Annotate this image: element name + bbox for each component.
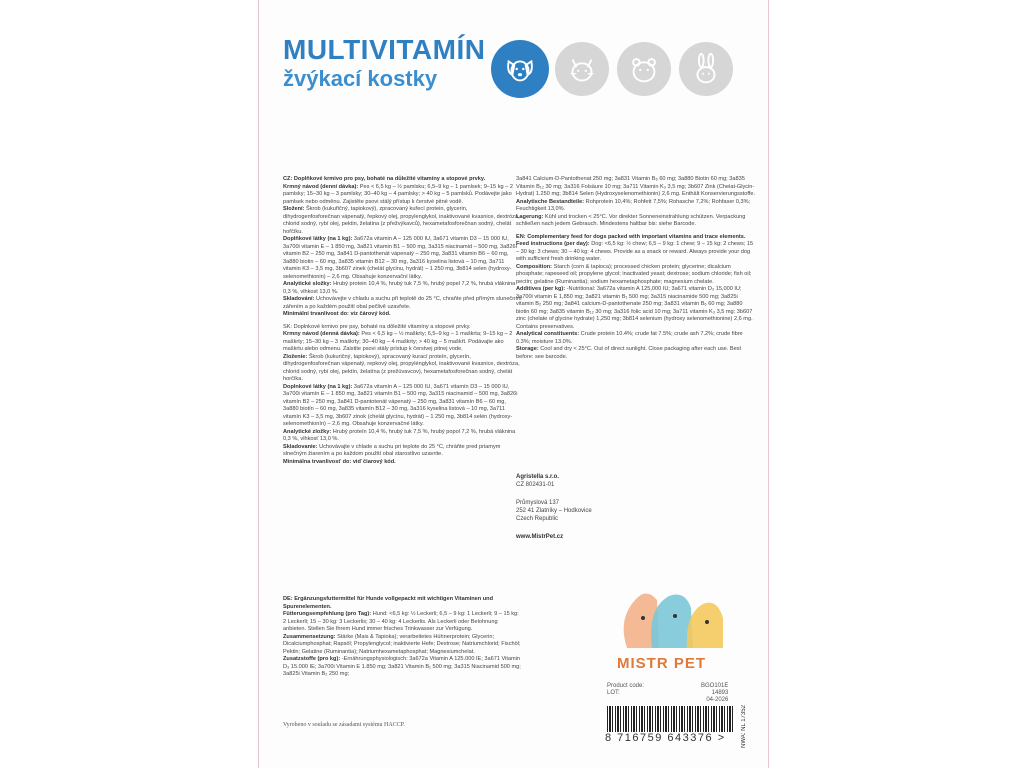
company-id: CZ 802431-01: [516, 482, 555, 488]
de-additives: -Ernährungsphysiologisch: 3a672a Vitamin A 125.000 IE; 3a671 Vitamin D₃ 15.000 IE; 3a700i Vitamin E 1.850 mg; 3a821 Vitamin B₁ 500 mg; 3a315 Niacinamid 500 mg; 3a825i Vitamin B₂ 250 mg;: [283, 656, 521, 677]
sk-storage: Uchovávajte v chlade a suchu pri teplote do 25 °C, chráňte pred priamym slnečným žiarením a po každom použití obal starostlivo uzavrite.: [283, 443, 501, 457]
sk-composition-label: Zloženie:: [283, 353, 308, 360]
de-cont-additives: 3a841 Calcium-D-Pantothenat 250 mg; 3a831 Vitamin B₆ 60 mg; 3a880 Biotin 60 mg; 3a835 Vitamin B₁₂ 30 mg; 3a316 Folsäure 10 mg; 3a711 Vitamin K₃ 3,5 mg; 3b607 Zink (Chelat-Glycin-Hydrat) 1.250 mg; 3b814 Selen (Hydroxyselenomethionin) 2,6 mg. Enthält Konservierungsstoffe.: [516, 176, 756, 197]
de-cont-storage: Kühl und trocken < 25°C. Vor direkter Sonneneinstrahlung schützen. Verpackung schließen nach jedem Gebrauch. Mindestens haltbar bis: siehe Barcode.: [516, 213, 746, 227]
cz-storage: Uchovávejte v chladu a suchu při teplotě do 25 °C, chraňte před přímým slunečním zářením a po každém použití obal pečlivě uzavřete.: [283, 296, 522, 310]
product-code-label: Product code:: [607, 683, 645, 689]
en-feeding: Dog: <6,5 kg: ½ chew; 6,5 – 9 kg: 1 chew; 9 – 15 kg: 2 chews; 15 – 30 kg: 3 chews; 30 – 40 kg: 4 chews. Provide as a snack or reward. Always provide your dog with sufficient fresh drinking water.: [516, 241, 754, 262]
company-city: 252 41 Zlatníky – Hodkovice: [516, 508, 592, 514]
de-feeding: Hund: <6,5 kg: ½ Leckerli; 6,5 – 9 kg: 1 Leckerli; 9 – 15 kg: 2 Leckerli; 15 – 30 kg: 3 Leckerlis; 30 – 40 kg: 4 Leckerlis. Als Leckerli oder Belohnung anbieten. Stellen Sie Ihrem Hund immer frisches Trinkwasser zur Verfügung.: [283, 611, 519, 632]
en-storage-label: Storage:: [516, 346, 539, 352]
company-web: www.MistrPet.cz: [516, 534, 564, 540]
haccp-footer: Vyrobeno v souladu se zásadami systému HACCP.: [283, 722, 405, 728]
lot-label: LOT:: [607, 690, 620, 696]
sk-feeding-label: Krmny návod (denná dávka):: [283, 331, 360, 337]
sk-composition: Škrob (kukuričný, tapiokový), spracovaný kurací proteín, glycerín, dihydrogenfosforečnan vápenatý, repkový olej, propylénglykol, inaktivované kvasnice, dextróza, chlorid sodný, rybí olej, pektín, želatína (z prežúvavcov), hexametafosforečnan sodný, chelát horčíka.: [283, 353, 520, 382]
en-analytic-label: Analytical constituents:: [516, 331, 580, 337]
sk-analytic: Hrubý proteín 10,4 %, hrubý tuk 7,5 %, hrubý popol 7,2 %, hrubá vláknina 0,3 %, vlhkosť 13,0 %.: [283, 428, 516, 442]
company-street: Průmyslová 137: [516, 500, 560, 506]
en-additives-label: Additives (per kg):: [516, 286, 566, 292]
en-composition: Starch (corn & tapioca); processed chicken protein; glycerine; dicalcium phosphate; rapeseed oil; propylene glycol; inactivated yeast; dextrose; sodium chloride; fish oil; pectin; gelatine (Ruminantia); sodium hexametaphosphate; magnesium chelate.: [516, 263, 752, 285]
de-intro: DE: Ergänzungsfuttermittel für Hunde vollgepackt mit wichtigen Vitaminen und Spurenelementen.: [283, 596, 493, 610]
product-subtitle: žvýkací kostky: [283, 66, 438, 91]
de-cont-storage-label: Lagerung:: [516, 213, 544, 220]
product-label: [258, 0, 769, 768]
cz-additives-label: Doplňkové látky (na 1 kg):: [283, 236, 353, 242]
cz-analytic-label: Analytické složky:: [283, 281, 332, 287]
nwa-code: NWA: NL 17352: [741, 705, 747, 748]
de-feeding-label: Fütterungsempfehlung (pro Tag):: [283, 611, 372, 617]
sk-additives-label: Doplnkové látky (na 1 kg):: [283, 383, 353, 390]
text-column-left: [283, 176, 523, 471]
cz-feeding: Pes < 6,5 kg – ½ pamlsku; 6,5–9 kg – 1 pamlsek; 9–15 kg – 2 pamlsky; 15–30 kg – 3 pamlsky; 30–40 kg – 4 pamlsky; > 40 kg – 5 pamlsků. Podávejte jako pamlsek nebo odměnu. Zajistěte psovi stálý přístup k čerstvé pitné vodě.: [283, 183, 513, 205]
en-section: [516, 234, 756, 362]
sk-analytic-label: Analytické zložky:: [283, 428, 332, 435]
cz-storage-label: Skladování:: [283, 296, 315, 302]
sk-storage-label: Skladovanie:: [283, 443, 318, 450]
sk-section: [283, 324, 523, 467]
rabbit-icon: [679, 42, 733, 96]
cz-bestbefore: Minimální trvanlivost do: viz čárový kód.: [283, 311, 391, 317]
product-title: MULTIVITAMÍN: [283, 34, 486, 65]
sk-bestbefore: Minimálna trvanlivosť do: viď čiarový kód.: [283, 458, 396, 465]
en-feeding-label: Feed instructions (per day):: [516, 241, 590, 247]
dog-icon: [491, 40, 549, 98]
cz-composition-label: Složení:: [283, 206, 305, 212]
cz-additives: 3a672a vitamin A – 125 000 IU, 3a671 vitamin D3 – 15 000 IU, 3a700i vitamin E – 1 850 mg, 3a821 vitamin B1 – 500 mg, 3a315 niacinamid – 500 mg, 3a826i vitamin B2 – 250 mg, 3a841 D-pantothenát vápenatý – 250 mg, 3a831 vitamin B6 – 60 mg, 3a880 biotin – 60 mg, 3a835 vitamin B12 – 30 mg, 3a316 kyselina listová – 10 mg, 3a711 vitamin K3 – 3,5 mg, 3b607 zinek (chelát glycinu, hydrát) – 1 250 mg, 3b814 selen (hydroxy-selenomethionin) – 2,6 mg. Obsahuje konzervační látky.: [283, 236, 517, 280]
product-code: BGO101E: [701, 683, 729, 689]
company-name: Agristella s.r.o.: [516, 474, 560, 480]
en-additives: -Nutritional: 3a672a vitamin A 125,000 IU; 3a671 vitamin D₃ 15,000 IU; 3a700i vitamin E 1,850 mg; 3a821 vitamin B₁ 500 mg; 3a315 niacinamide 500 mg; 3a825i vitamin B₂ 250 mg; 3a841 calcium-D-pantothenate 250 mg; 3a831 vitamin B₆ 60 mg; 3a880 biotin 60 mg; 3a835 vitamin B₁₂ 30 mg; 3a316 folic acid 10 mg; 3a711 vitamin K₃ 3,5 mg; 3b607 zinc (chelate of glycine hydrate) 1,250 mg; 3b814 selenium (hydroxy selenomethionine) 2,6 mg. Contains preservatives.: [516, 286, 753, 330]
product-code-values: [701, 683, 728, 704]
company-country: Czech Republic: [516, 516, 559, 522]
sk-intro: SK: Doplnkové krmivo pre psy, bohaté na dôležité vitamíny a stopové prvky.: [283, 323, 471, 330]
lot-number: 14893: [711, 690, 729, 696]
best-before-date: 04-2026: [706, 697, 729, 703]
de-composition-label: Zusammensetzung:: [283, 633, 336, 640]
de-cont-analytic-label: Analytische Bestandteile:: [516, 198, 585, 205]
company-block: [516, 473, 676, 541]
cz-composition: Škrob (kukuřičný, tapiokový), zpracovaný kuřecí protein, glycerin, dihydrogenfosforečnan vápenatý, řepkový olej, propylenglykol, inaktivované kvasnice, dextróza, chlorid sodný, rybí olej, pektin, želatina (z přežvýkavců), hexametafosforečnan sodný, chelát hořčíku.: [283, 206, 520, 235]
en-intro: EN: Complementary feed for dogs packed with important vitamins and trace elements.: [516, 233, 746, 240]
cz-analytic: Hrubý protein 10,4 %, hrubý tuk 7,5 %, hrubý popel 7,2 %, hrubá vláknina 0,3 %, vlhkost 13,0 %.: [283, 281, 516, 295]
cz-intro: CZ: Doplňkové krmivo pro psy, bohaté na důležité vitamíny a stopové prvky.: [283, 176, 486, 182]
de-cont-analytic: Rohprotein 10,4%; Rohfett 7,5%; Rohasche 7,2%; Rohfaser 0,3%; Feuchtigkeit 13,0%.: [516, 198, 751, 212]
en-storage: Cool and dry < 25°C. Out of direct sunlight. Close packaging after each use. Best before: see barcode.: [516, 346, 742, 360]
en-composition-label: Composition:: [516, 263, 553, 270]
sk-additives: 3a672a vitamín A – 125 000 IU, 3a671 vitamín D3 – 15 000 IU, 3a700i vitamín E – 1 850 mg, 3a821 vitamín B1 – 500 mg, 3a315 niacinamid – 500 mg, 3a826i vitamín B2 – 250 mg, 3a841 D-pantotenát vápenatý – 250 mg, 3a831 vitamín B6 – 60 mg, 3a880 biotín – 60 mg, 3a835 vitamín B12 – 30 mg, 3a316 kyselina listová – 10 mg, 3a711 vitamín K3 – 3,5 mg, 3b607 zinok (chelát glycínu, hydrát) – 1 250 mg, 3b814 selén (hydroxy-selenomethionín) – 2,6 mg. Obsahuje konzervačné látky.: [283, 383, 518, 427]
barcode: [607, 706, 735, 732]
de-section: [283, 596, 521, 679]
barcode-number: 8 716759 643376 >: [605, 732, 726, 744]
de-composition: Stärke (Mais & Tapioka); verarbeitetes Hühnerprotein; Glycerin; Dicalciumphosphat; Rapsöl; Propylenglycol; inaktivierte Hefe; Dextrose; Natriumchlorid; Fischöl; Pektin; Gelatine (Ruminantia); Natriumhexametaphosphat; Magnesiumchelat.: [283, 633, 521, 655]
product-code-labels: [607, 683, 644, 697]
hamster-icon: [617, 42, 671, 96]
de-continued: [516, 176, 756, 229]
sk-feeding: Pes < 6,5 kg – ½ maškrty; 6,5–9 kg – 1 maškrta; 9–15 kg – 2 maškrty; 15–30 kg – 3 maškrty; 30–40 kg – 4 maškrty; > 40 kg – 5 maškŕt. Podávajte ako maškrtu alebo odmenu. Zaistite psovi stály prístup k čerstvej pitnej vode.: [283, 331, 513, 352]
cz-section: [283, 176, 523, 319]
cat-icon: [555, 42, 609, 96]
cz-feeding-label: Krmný návod (denní dávka):: [283, 183, 359, 190]
brand-name: MISTR PET: [617, 655, 707, 672]
de-additives-label: Zusatzstoffe (pro kg):: [283, 656, 341, 662]
text-column-right: [516, 176, 756, 366]
en-analytic: Crude protein 10.4%; crude fat 7.5%; crude ash 7.2%; crude fibre 0.3%; moisture 13.0%.: [516, 331, 743, 345]
